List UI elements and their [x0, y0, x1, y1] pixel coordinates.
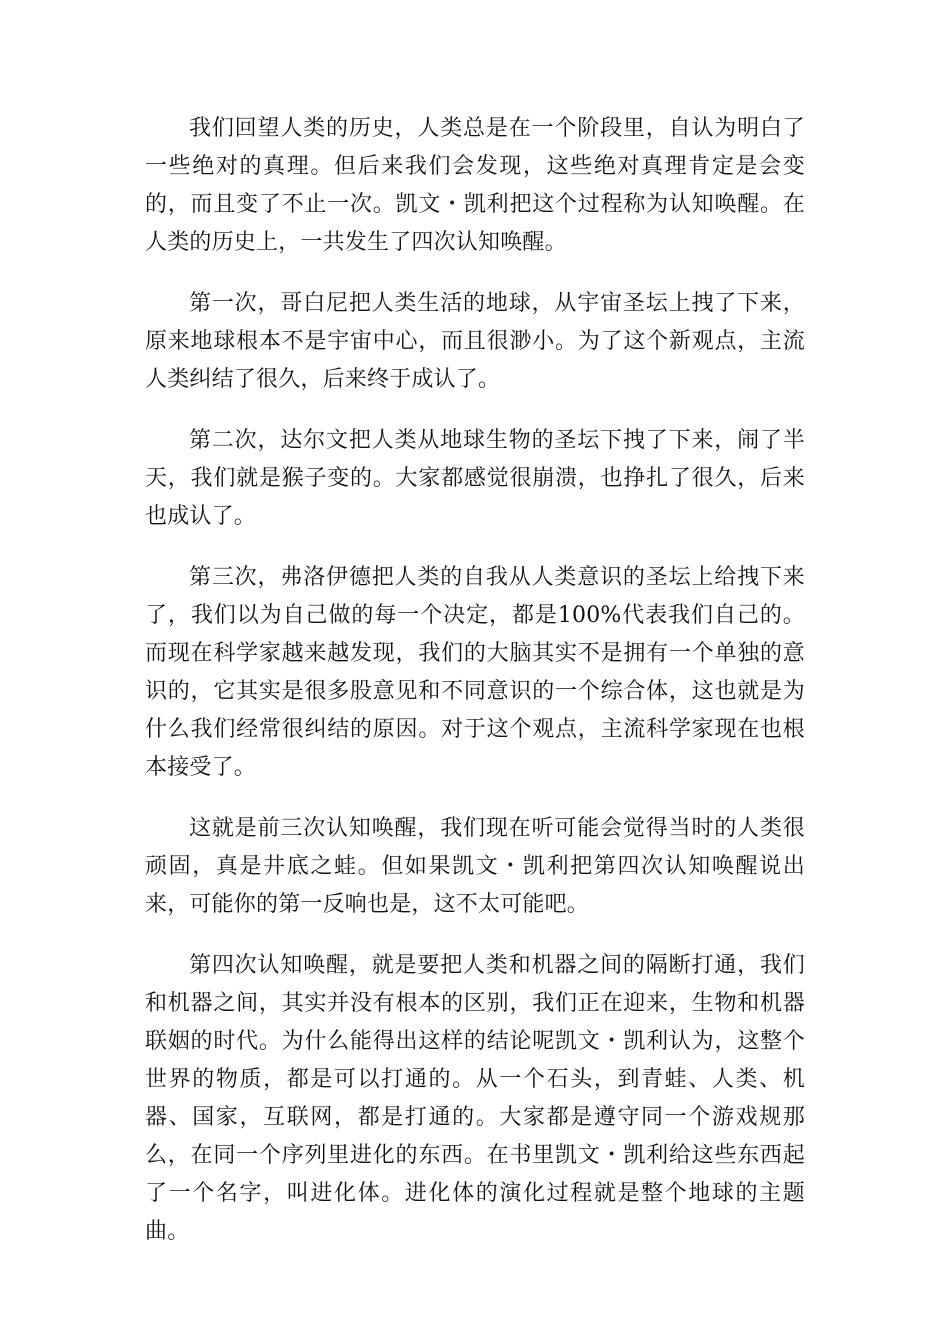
paragraph-copernicus: 第一次，哥白尼把人类生活的地球，从宇宙圣坛上拽了下来，原来地球根本不是宇宙中心，而且很渺小。为了这个新观点，主流人类纠结了很久，后来终于成认了。 — [145, 291, 805, 392]
document-body — [145, 110, 805, 1274]
paragraph-cognitive-awakening-intro: 我们回望人类的历史，人类总是在一个阶段里，自认为明白了一些绝对的真理。但后来我们会发现，这些绝对真理肯定是会变的，而且变了不止一次。凯文・凯利把这个过程称为认知唤醒。在人类的历史上，一共发生了四次认知唤醒。 — [145, 116, 805, 255]
paragraph-darwin: 第二次，达尔文把人类从地球生物的圣坛下拽了下来，闹了半天，我们就是猴子变的。大家都感觉很崩溃，也挣扎了很久，后来也成认了。 — [145, 428, 805, 529]
paragraph-freud: 第三次，弗洛伊德把人类的自我从人类意识的圣坛上给拽下来了，我们以为自己做的每一个决定，都是100%代表我们自己的。而现在科学家越来越发现，我们的大脑其实不是拥有一个单独的意识的，它其实是很多股意见和不同意识的一个综合体，这也就是为什么我们经常很纠结的原因。对于这个观点，主流科学家现在也根本接受了。 — [145, 565, 805, 780]
paragraph-fourth-awakening: 第四次认知唤醒，就是要把人类和机器之间的隔断打通，我们和机器之间，其实并没有根本的区别，我们正在迎来，生物和机器联姻的时代。为什么能得出这样的结论呢凯文・凯利认为，这整个世界的物质，都是可以打通的。从一个石头，到青蛙、人类、机器、国家，互联网，都是打通的。大家都是遵守同一个游戏规那么，在同一个序列里进化的东西。在书里凯文・凯利给这些东西起了一个名字，叫进化体。进化体的演化过程就是整个地球的主题曲。 — [145, 953, 805, 1244]
paragraph-first-three-summary: 这就是前三次认知唤醒，我们现在听可能会觉得当时的人类很顽固，真是井底之蛙。但如果凯文・凯利把第四次认知唤醒说出来，可能你的第一反响也是，这不太可能吧。 — [145, 816, 805, 917]
